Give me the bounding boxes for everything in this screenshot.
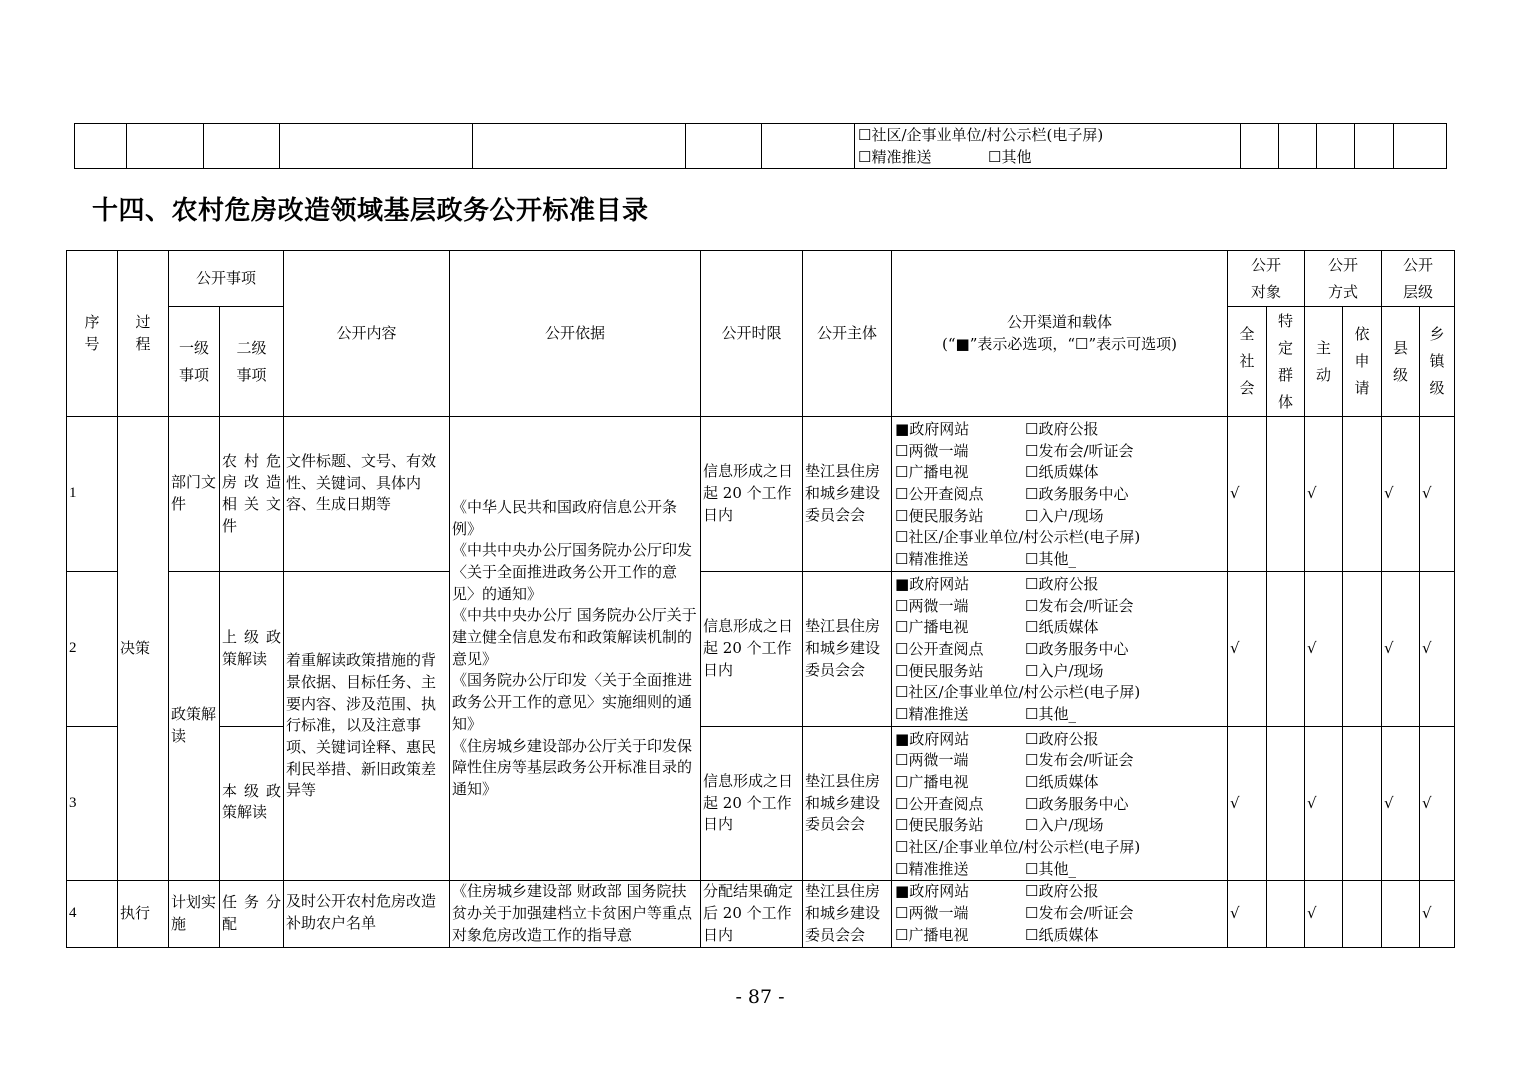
- empty-cell: [1343, 726, 1382, 881]
- level1-cell: 计划实施: [169, 881, 220, 947]
- empty-cell: [1317, 124, 1355, 169]
- channel-option: ☐政务服务中心: [1025, 485, 1129, 504]
- channel-option: ☐发布会/听证会: [1025, 751, 1134, 770]
- channels-cell: [855, 124, 1241, 169]
- header-on-request: 依申请: [1343, 307, 1382, 417]
- empty-cell: [1267, 571, 1305, 726]
- channel-option: ☐纸质媒体: [1025, 618, 1099, 637]
- channel-option: ☐广播电视: [895, 618, 969, 637]
- empty-cell: [204, 124, 280, 169]
- header-process: 过程: [118, 251, 169, 417]
- check-mark: √: [1305, 417, 1343, 572]
- header-active: 主动: [1305, 307, 1343, 417]
- table-row: [67, 726, 1455, 881]
- channel-option: ☐入户/现场: [1025, 506, 1104, 525]
- check-mark: √: [1420, 726, 1455, 881]
- time-limit-cell: 信息形成之日起 20 个工作日内: [701, 726, 803, 881]
- empty-cell: [1267, 726, 1305, 881]
- channels-cell: [892, 881, 1228, 947]
- channel-option: ☐入户/现场: [1025, 816, 1104, 835]
- empty-cell: [1382, 881, 1420, 947]
- basis-cell: [450, 417, 701, 881]
- seq-cell: 1: [67, 417, 118, 572]
- check-mark: √: [1382, 571, 1420, 726]
- channel-option: ☐两微一端: [895, 751, 969, 770]
- header-method: 公开方式: [1305, 251, 1382, 307]
- header-subject: 公开主体: [803, 251, 892, 417]
- header-township: 乡镇级: [1420, 307, 1455, 417]
- channel-option: ☐政务服务中心: [1025, 639, 1129, 658]
- check-mark: √: [1382, 726, 1420, 881]
- header-channels-note: (“■”表示必选项，“☐”表示可选项): [942, 334, 1178, 353]
- empty-cell: [1267, 417, 1305, 572]
- empty-cell: [1267, 881, 1305, 947]
- empty-cell: [1279, 124, 1317, 169]
- subject-cell: 垫江县住房和城乡建设委员会会: [803, 417, 892, 572]
- header-basis: 公开依据: [450, 251, 701, 417]
- process-cell: 执行: [118, 881, 169, 947]
- channel-option: ☐两微一端: [895, 904, 969, 923]
- channel-option: ☐便民服务站: [895, 506, 984, 525]
- table-row: [67, 881, 1455, 947]
- empty-cell: [75, 124, 127, 169]
- channel-option: ☐公开查阅点: [895, 485, 984, 504]
- channel-option: ☐两微一端: [895, 596, 969, 615]
- subject-cell: 垫江县住房和城乡建设委员会会: [803, 726, 892, 881]
- header-level1: 一级事项: [169, 307, 220, 417]
- channel-option: ☐政府公报: [1025, 882, 1099, 901]
- channel-option: ☐社区/企事业单位/村公示栏(电子屏): [895, 528, 1141, 547]
- header-time-limit: 公开时限: [701, 251, 803, 417]
- channel-option: ☐精准推送: [895, 550, 969, 569]
- empty-cell: [1343, 417, 1382, 572]
- check-mark: √: [1305, 726, 1343, 881]
- table-row: [67, 571, 1455, 726]
- level2-cell: 上级政策解读: [220, 571, 284, 726]
- channel-option: ☐其他_: [1025, 550, 1076, 569]
- channel-option: ☐广播电视: [895, 463, 969, 482]
- level2-cell: 任务分配: [220, 881, 284, 947]
- check-mark: √: [1228, 571, 1267, 726]
- header-specific-group: 特定群体: [1267, 307, 1305, 417]
- check-mark: √: [1382, 417, 1420, 572]
- check-mark: √: [1305, 881, 1343, 947]
- channel-option: ■政府网站: [895, 574, 970, 593]
- channel-option: ☐精准推送: [895, 859, 969, 878]
- channel-option: ☐公开查阅点: [895, 639, 984, 658]
- time-limit-cell: 分配结果确定后 20 个工作日内: [701, 881, 803, 947]
- time-limit-cell: 信息形成之日起 20 个工作日内: [701, 417, 803, 572]
- empty-cell: [1355, 124, 1394, 169]
- check-mark: √: [1420, 881, 1455, 947]
- empty-cell: [127, 124, 204, 169]
- subject-cell: 垫江县住房和城乡建设委员会会: [803, 881, 892, 947]
- check-mark: √: [1420, 417, 1455, 572]
- content-cell: 及时公开农村危房改造补助农户名单: [284, 881, 450, 947]
- subject-cell: 垫江县住房和城乡建设委员会会: [803, 571, 892, 726]
- channel-option: ☐发布会/听证会: [1025, 596, 1134, 615]
- channel-option: ☐政务服务中心: [1025, 794, 1129, 813]
- empty-cell: [280, 124, 473, 169]
- header-level: 公开层级: [1382, 251, 1455, 307]
- channel-option: ☐发布会/听证会: [1025, 441, 1134, 460]
- channel-option: ■政府网站: [895, 729, 970, 748]
- basis-item: 《国务院办公厅印发〈关于全面推进政务公开工作的意见〉实施细则的通知》: [452, 671, 693, 733]
- header-content: 公开内容: [284, 251, 450, 417]
- channel-option: ☐社区/企事业单位/村公示栏(电子屏): [895, 683, 1141, 702]
- channel-option: ☐广播电视: [895, 773, 969, 791]
- channel-option: ☐纸质媒体: [1025, 925, 1099, 944]
- channel-option: ☐政府公报: [1025, 729, 1099, 748]
- basis-item: 《住房城乡建设部办公厅关于印发保障性住房等基层政务公开标准目录的通知》: [452, 736, 693, 798]
- channel-option: ☐精准推送: [895, 704, 969, 723]
- check-mark: √: [1228, 881, 1267, 947]
- basis-item: 《中共中央办公厅国务院办公厅印发〈关于全面推进政务公开工作的意见〉的通知》: [452, 541, 693, 603]
- channel-option: ☐便民服务站: [895, 816, 984, 835]
- level2-cell: 本级政策解读: [220, 726, 284, 881]
- check-mark: √: [1228, 726, 1267, 881]
- table-row: [67, 417, 1455, 572]
- channel-option: ☐两微一端: [895, 441, 969, 460]
- empty-cell: [762, 124, 855, 169]
- channel-option: ☐社区/企事业单位/村公示栏(电子屏): [895, 838, 1141, 857]
- header-channels-title: 公开渠道和载体: [1007, 312, 1113, 331]
- page-number: - 87 -: [735, 986, 785, 1008]
- channel-option: ☐社区/企事业单位/村公示栏(电子屏): [858, 126, 1104, 144]
- level1-cell: 部门文件: [169, 417, 220, 572]
- channel-option: ☐政府公报: [1025, 574, 1099, 593]
- header-channels: [892, 251, 1228, 417]
- empty-cell: [1241, 124, 1279, 169]
- empty-cell: [1343, 881, 1382, 947]
- channel-option: ☐其他_: [1025, 704, 1076, 723]
- section-title: 十四、农村危房改造领域基层政务公开标准目录: [92, 196, 649, 226]
- disclosure-catalog-table: [66, 250, 1455, 948]
- header-matter: 公开事项: [169, 251, 284, 307]
- content-cell: 着重解读政策措施的背景依据、目标任务、主要内容、涉及范围、执行标准，以及注意事项、关键词诠释、惠民利民举措、新旧政策差异等: [284, 571, 450, 881]
- header-level2: 二级事项: [220, 307, 284, 417]
- channel-option: ☐纸质媒体: [1025, 463, 1099, 482]
- channel-option: ☐其他_: [1025, 859, 1076, 878]
- channels-cell: [892, 726, 1228, 881]
- basis-item: 《住房城乡建设部 财政部 国务院扶贫办关于加强建档立卡贫困户等重点对象危房改造工作的指导意: [452, 882, 693, 944]
- level1-cell: 政策解读: [169, 571, 220, 881]
- channels-cell: [892, 417, 1228, 572]
- header-county: 县级: [1382, 307, 1420, 417]
- empty-cell: [686, 124, 762, 169]
- basis-item: 《中共中央办公厅 国务院办公厅关于建立健全信息发布和政策解读机制的意见》: [452, 606, 697, 668]
- header-row: [67, 251, 1455, 307]
- check-mark: √: [1228, 417, 1267, 572]
- table-row: [75, 124, 1447, 169]
- seq-cell: 2: [67, 571, 118, 726]
- empty-cell: [1394, 124, 1447, 169]
- seq-cell: 4: [67, 881, 118, 947]
- channel-option: ☐精准推送: [858, 147, 932, 166]
- empty-cell: [473, 124, 686, 169]
- basis-cell: [450, 881, 701, 947]
- process-cell: 决策: [118, 417, 169, 881]
- channel-option: ☐政府公报: [1025, 420, 1099, 438]
- header-all-society: 全社会: [1228, 307, 1267, 417]
- content-cell: 文件标题、文号、有效性、关键词、具体内容、生成日期等: [284, 417, 450, 572]
- channel-option: ☐发布会/听证会: [1025, 904, 1134, 923]
- check-mark: √: [1305, 571, 1343, 726]
- level2-cell: 农村危房改造相关文件: [220, 417, 284, 572]
- previous-table-fragment: [74, 123, 1447, 169]
- channel-option: ☐纸质媒体: [1025, 773, 1099, 791]
- channels-cell: [892, 571, 1228, 726]
- channel-option: ■政府网站: [895, 420, 970, 438]
- basis-item: 《中华人民共和国政府信息公开条例》: [452, 497, 678, 538]
- channel-option: ☐公开查阅点: [895, 794, 984, 813]
- seq-cell: 3: [67, 726, 118, 881]
- channel-option: ☐其他: [988, 147, 1032, 166]
- header-audience: 公开对象: [1228, 251, 1305, 307]
- channel-option: ☐入户/现场: [1025, 661, 1104, 680]
- header-seq: 序号: [67, 251, 118, 417]
- channel-option: ☐广播电视: [895, 925, 969, 944]
- time-limit-cell: 信息形成之日起 20 个工作日内: [701, 571, 803, 726]
- empty-cell: [1343, 571, 1382, 726]
- channel-option: ☐便民服务站: [895, 661, 984, 680]
- channel-option: ■政府网站: [895, 882, 970, 901]
- check-mark: √: [1420, 571, 1455, 726]
